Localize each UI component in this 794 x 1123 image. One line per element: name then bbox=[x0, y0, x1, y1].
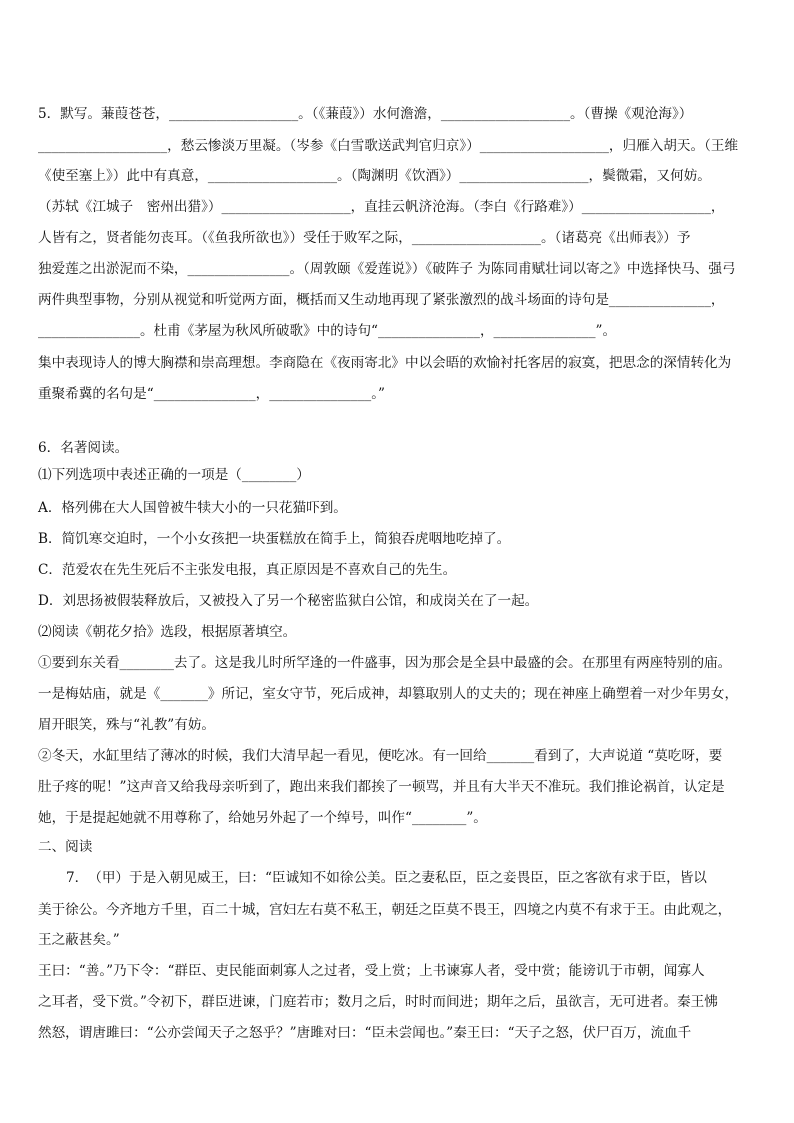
section-2-heading: 二、阅读 bbox=[38, 839, 93, 855]
q6-line-6: ⑵阅读《朝花夕拾》选段，根据原著填空。 bbox=[38, 624, 297, 640]
q5-line-7: 两件典型事物，分别从视觉和听觉两方面，概括而又生动地再现了紧张激烈的战斗场面的诗句是_______________， bbox=[38, 292, 725, 308]
q6-line-12: 她，于是提起她就不用尊称了，给她另外起了一个绰号，叫作“________”。 bbox=[38, 810, 487, 826]
q5-line-6: 独爱莲之出淤泥而不染，_______________。（周敦颐《爱莲说》）《破阵子 为陈同甫赋壮词以寄之》中选择快马、强弓 bbox=[38, 261, 736, 277]
q5-line-2: ___________________，愁云惨淡万里凝。（岑参《白雪歌送武判官归京》）___________________，归雁入胡天。（王维 bbox=[38, 138, 739, 154]
q6-option-b: B．简饥寒交迫时，一个小女孩把一块蛋糕放在简手上，简狼吞虎咽地吃掉了。 bbox=[38, 531, 511, 547]
q5-line-8: _______________。杜甫《茅屋为秋风所破歌》中的诗句“_______________，_______________”。 bbox=[38, 323, 617, 339]
q6-line-9: 眉开眼笑，殊与“礼教”有妨。 bbox=[38, 717, 216, 733]
q7-line-5: 之耳者，受下赏。”令初下，群臣进谏，门庭若市；数月之后，时时而间进；期年之后，虽欲言，无可进者。秦王怫 bbox=[38, 994, 718, 1010]
q6-option-c: C．范爱农在先生死后不主张发电报，真正原因是不喜欢自己的先生。 bbox=[38, 562, 457, 578]
q5-line-5: 人皆有之，贤者能勿丧耳。（《鱼我所欲也》）受任于败军之际，___________________。（诸葛亮《出师表》）予 bbox=[38, 230, 691, 246]
q7-line-3: 王之蔽甚矣。” bbox=[38, 932, 120, 948]
q5-line-10: 重聚希冀的名句是“_______________，_______________。” bbox=[38, 386, 385, 402]
q6-line-1: ⑴下列选项中表述正确的一项是（________） bbox=[38, 467, 310, 483]
q5-line-9: 集中表现诗人的博大胸襟和崇高理想。李商隐在《夜雨寄北》中以会晤的欢愉衬托客居的寂寞，把思念的深情转化为 bbox=[38, 355, 732, 371]
q6-line-8: 一是梅姑庙，就是《_______》所记，室女守节，死后成神，却篡取别人的丈夫的；现在神座上确塑着一对少年男女， bbox=[38, 686, 739, 702]
q7-line-2: 美于徐公。今齐地方千里，百二十城，宫妇左右莫不私王，朝廷之臣莫不畏王，四境之内莫不有求于王。由此观之， bbox=[38, 902, 732, 918]
q6-option-a: A．格列佛在大人国曾被牛犊大小的一只花猫吓到。 bbox=[38, 500, 347, 516]
q6-option-d: D．刘思扬被假装释放后，又被投入了另一个秘密监狱白公馆，和成岗关在了一起。 bbox=[38, 593, 539, 609]
q5-line-1: 5．默写。蒹葭苍苍，___________________。（《蒹葭》）水何澹澹，___________________。（曹操《观沧海》） bbox=[38, 106, 693, 122]
q7-line-1: 7． （甲）于是入朝见威王，曰：“臣诚知不如徐公美。臣之妻私臣，臣之妾畏臣，臣之客欲有求于臣，皆以 bbox=[66, 870, 707, 886]
q7-line-4: 王曰：“善。”乃下令：“群臣、吏民能面刺寡人之过者，受上赏；上书谏寡人者，受中赏；能谤讥于市朝，闻寡人 bbox=[38, 963, 705, 979]
q5-line-3: 《使至塞上》）此中有真意，___________________。（陶渊明《饮酒》）___________________，鬓微霜，又何妨。 bbox=[38, 168, 711, 184]
q7-line-6: 然怒，谓唐雎曰：“公亦尝闻天子之怒乎？”唐雎对曰：“臣未尝闻也。”秦王曰：“天子之怒，伏尸百万，流血千 bbox=[38, 1025, 692, 1041]
q6-title: 6．名著阅读。 bbox=[38, 440, 129, 456]
q6-line-11: 肚子疼的呢！”这声音又给我母亲听到了，跑出来我们都挨了一顿骂，并且有大半天不准玩。我们推论祸首，认定是 bbox=[38, 779, 725, 795]
q6-line-7: ①要到东关看________去了。这是我儿时所罕逢的一件盛事，因为那会是全县中最盛的会。在那里有两座特别的庙。 bbox=[38, 655, 732, 671]
q5-line-4: （苏轼《江城子 密州出猎》）___________________，直挂云帆济沧海。（李白《行路难》）___________________， bbox=[38, 199, 725, 215]
q6-line-10: ②冬天，水缸里结了薄冰的时候，我们大清早起一看见，便吃冰。有一回给_______看到了，大声说道 “莫吃呀，要 bbox=[38, 748, 723, 764]
